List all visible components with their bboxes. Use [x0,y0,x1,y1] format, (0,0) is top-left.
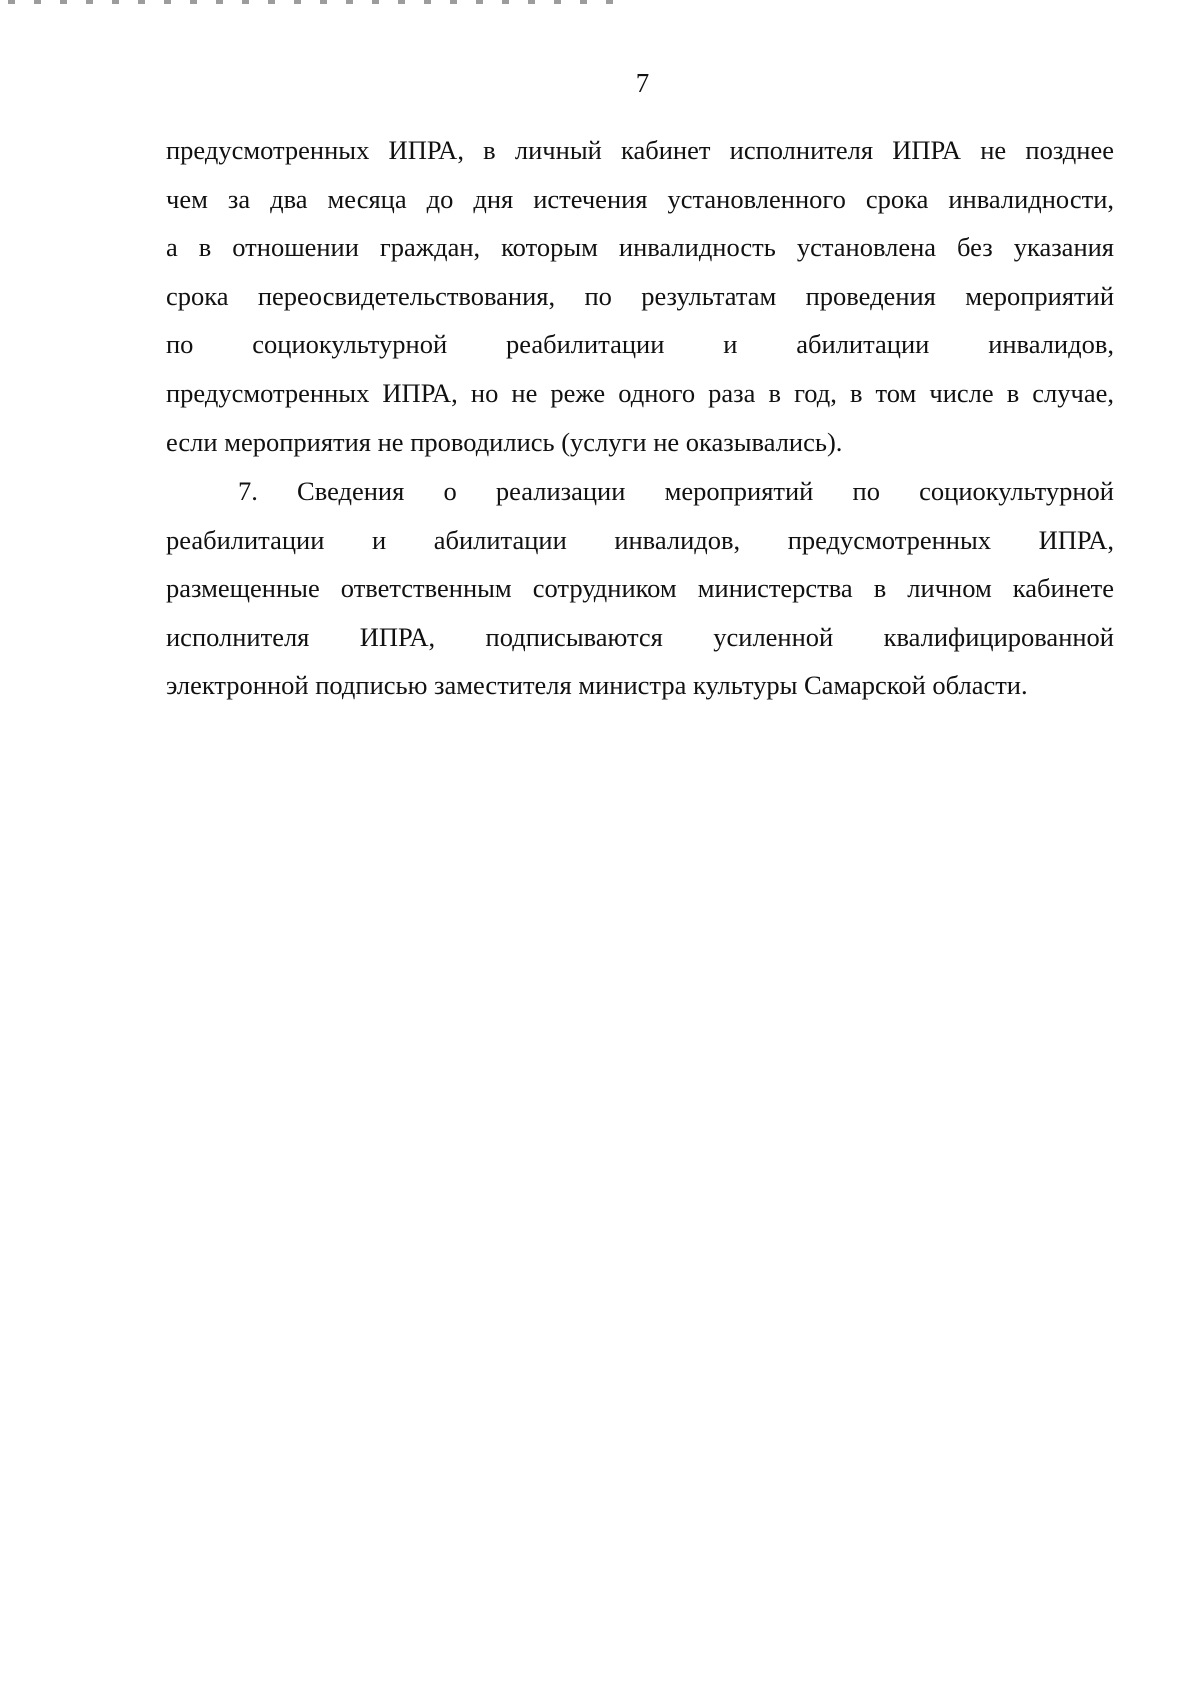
text-line: 7. Сведения о реализации мероприятий по социокультурной [238,476,1114,506]
text-line: реабилитации и абилитации инвалидов, предусмотренных ИПРА, [166,524,1114,555]
text-line: исполнителя ИПРА, подписываются усиленной квалифицированной [166,621,1114,652]
text-line: предусмотренных ИПРА, но не реже одного раза в год, в том числе в случае, [166,377,1114,408]
text-line: срока переосвидетельствования, по результатам проведения мероприятий [166,280,1114,311]
text-line: электронной подписью заместителя министра культуры Самарской области. [166,670,1028,701]
page-number: 7 [635,68,650,98]
paragraph-item-7 [166,467,1114,710]
text-line: размещенные ответственным сотрудником министерства в личном кабинете [166,573,1114,604]
text-line: а в отношении граждан, которым инвалидность установлена без указания [166,232,1114,263]
text-line: по социокультурной реабилитации и абилитации инвалидов, [166,329,1114,360]
text-line: чем за два месяца до дня истечения установленного срока инвалидности, [166,183,1114,214]
paragraph-continuation [166,126,1114,466]
scan-artifact-dashes [8,0,628,4]
text-line: предусмотренных ИПРА, в личный кабинет исполнителя ИПРА не позднее [166,135,1114,165]
text-line: если мероприятия не проводились (услуги не оказывались). [166,426,843,457]
